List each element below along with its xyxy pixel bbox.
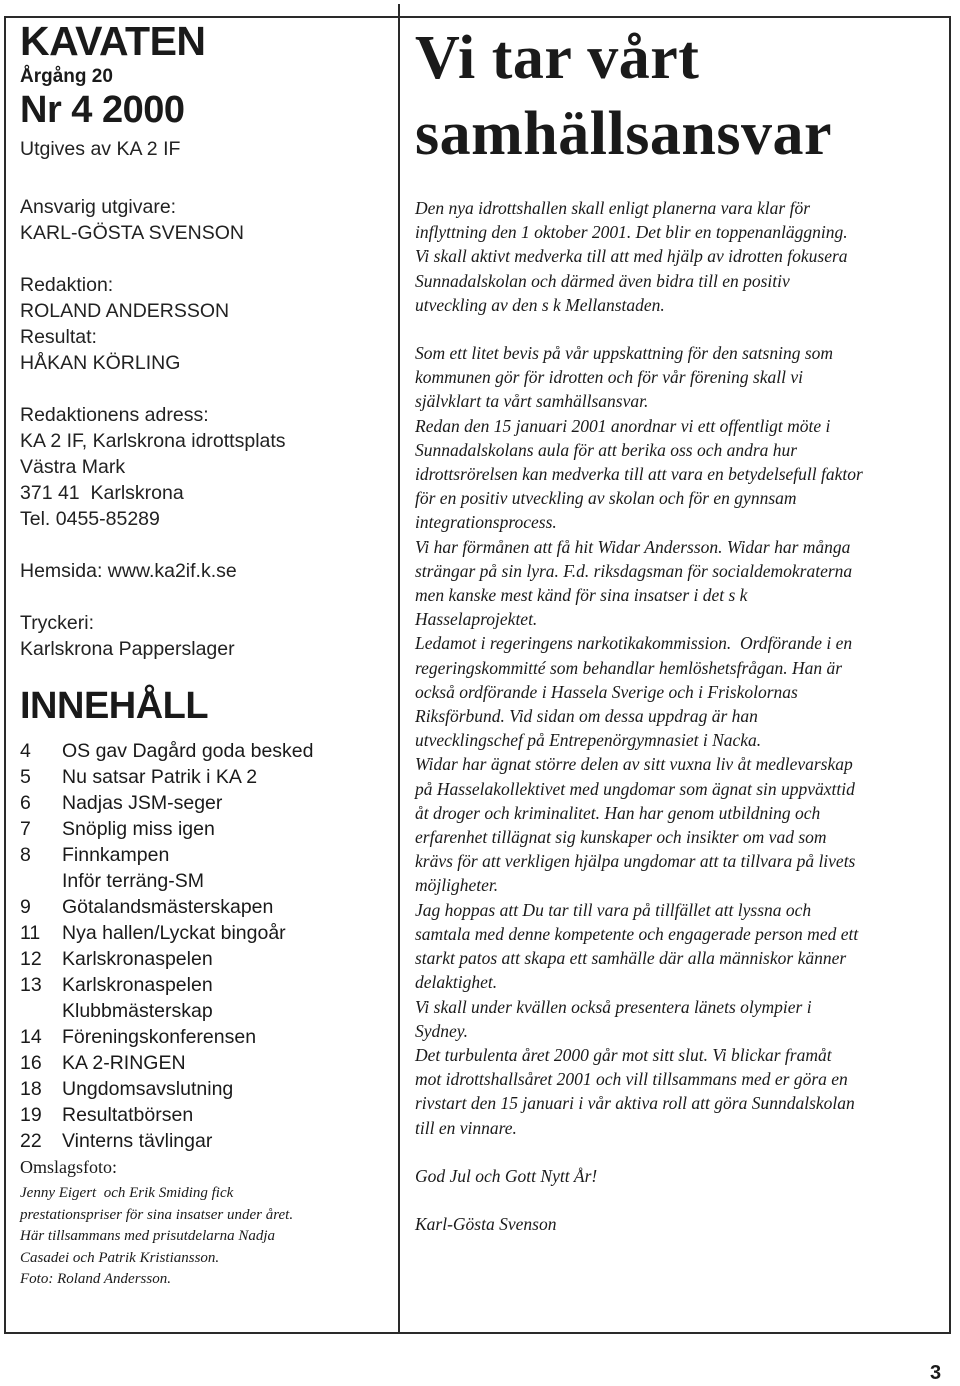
toc-item bbox=[20, 894, 390, 920]
article-paragraph bbox=[415, 341, 935, 1140]
greeting: God Jul och Gott Nytt År! bbox=[415, 1165, 598, 1186]
article-headline bbox=[415, 20, 935, 172]
toc-page: 7 bbox=[20, 818, 31, 840]
toc-page: 9 bbox=[20, 896, 31, 918]
toc-heading: INNEHÅLL bbox=[20, 685, 209, 727]
article-line: Redan den 15 januari 2001 anordnar vi ett offentligt möte i bbox=[415, 415, 831, 436]
toc-title: Götalandsmästerskapen bbox=[62, 896, 274, 918]
toc-item bbox=[20, 1024, 390, 1050]
toc-page: 6 bbox=[20, 792, 31, 814]
toc-item bbox=[20, 946, 390, 972]
article-line: rivstart den 15 januari i vår aktiva roll att göra Sunndalskolan bbox=[415, 1093, 855, 1114]
toc-title: Resultatbörsen bbox=[62, 1104, 194, 1126]
article-line: integrationsprocess. bbox=[415, 512, 557, 533]
signature: Karl-Gösta Svenson bbox=[415, 1213, 557, 1234]
toc-title: Ungdomsavslutning bbox=[62, 1078, 234, 1100]
editorial-name: ROLAND ANDERSSON bbox=[20, 300, 230, 322]
caption-line: Här tillsammans med prisutdelarna Nadja bbox=[20, 1228, 276, 1244]
article-line: på Hasselakollektivet med ungdomar som ägnat sin uppväxttid bbox=[415, 778, 855, 799]
article-line: Sunnadalskolans aula för att berika oss och andra hur bbox=[415, 439, 798, 460]
article-line: åt droger och kriminalitet. Han har genom utbildning och bbox=[415, 802, 821, 823]
toc-page: 18 bbox=[20, 1078, 42, 1100]
article-line: starkt patos att skapa ett samhälle där alla människor känner bbox=[415, 948, 847, 969]
responsible-label: Ansvarig utgivare: bbox=[20, 196, 177, 218]
article-line: mot idrottshallsåret 2001 och vill tillsammans med er göra en bbox=[415, 1069, 848, 1090]
toc-item bbox=[20, 1076, 390, 1102]
article-line: Vi har förmånen att få hit Widar Andersson. Widar har många bbox=[415, 536, 851, 557]
page-number: 3 bbox=[930, 1362, 942, 1384]
results-name: HÅKAN KÖRLING bbox=[20, 352, 181, 374]
toc-page: 16 bbox=[20, 1052, 42, 1074]
phone-number: Tel. 0455-85289 bbox=[20, 508, 160, 530]
address-label: Redaktionens adress: bbox=[20, 404, 209, 426]
toc-title: Finnkampen bbox=[62, 844, 170, 866]
article-line: kommunen gör för idrotten och för vår förening skall vi bbox=[415, 367, 804, 388]
responsible-name: KARL-GÖSTA SVENSON bbox=[20, 222, 244, 244]
toc-page: 8 bbox=[20, 844, 31, 866]
article-line: strängar på sin lyra. F.d. riksdagsman för socialdemokraterna bbox=[415, 560, 853, 581]
toc-title: Vinterns tävlingar bbox=[62, 1130, 213, 1152]
address-line: Västra Mark bbox=[20, 456, 126, 478]
colophon-column bbox=[20, 18, 390, 1291]
headline-line: Vi tar vårt bbox=[415, 24, 700, 92]
article-column bbox=[415, 20, 935, 1236]
article-line: också ordförande i Hassela Sverige och i Friskolornas bbox=[415, 681, 798, 702]
toc-page: 4 bbox=[20, 740, 31, 762]
toc-item bbox=[20, 1102, 390, 1128]
article-line: Riksförbund. Vid sidan om dessa uppdrag är han bbox=[415, 706, 758, 727]
article-line: Den nya idrottshallen skall enligt planerna vara klar för bbox=[415, 198, 811, 218]
toc-title: Karlskronaspelen bbox=[62, 974, 213, 996]
table-of-contents bbox=[20, 738, 390, 1154]
toc-title: Karlskronaspelen bbox=[62, 948, 213, 970]
headline-line: samhällsansvar bbox=[415, 100, 832, 168]
toc-title: OS gav Dagård goda besked bbox=[62, 740, 314, 762]
toc-item bbox=[20, 920, 390, 946]
cover-photo-caption bbox=[20, 1183, 390, 1291]
caption-line: Foto: Roland Andersson. bbox=[20, 1271, 171, 1287]
toc-page: 22 bbox=[20, 1130, 42, 1152]
toc-item bbox=[20, 764, 390, 790]
toc-item bbox=[20, 998, 390, 1024]
article-line: inflyttning den 1 oktober 2001. Det blir en toppenanläggning. bbox=[415, 222, 848, 243]
toc-item bbox=[20, 842, 390, 868]
column-divider bbox=[398, 4, 400, 1334]
article-line: Widar har ägnat större delen av sitt vuxna liv åt medlevarskap bbox=[415, 754, 853, 775]
toc-page: 11 bbox=[20, 922, 41, 944]
toc-page bbox=[20, 868, 62, 894]
article-line: Jag hoppas att Du tar till vara på tillfället att lyssna och bbox=[415, 899, 812, 920]
results-label: Resultat: bbox=[20, 326, 97, 348]
article-line: Hasselaprojektet. bbox=[415, 609, 538, 630]
toc-item bbox=[20, 738, 390, 764]
article-line: delaktighet. bbox=[415, 972, 498, 993]
article-line: men kanske mest känd för sina insatser i det s k bbox=[415, 585, 748, 606]
toc-title: Nu satsar Patrik i KA 2 bbox=[62, 766, 258, 788]
article-line: möjligheter. bbox=[415, 875, 499, 896]
toc-title: Snöplig miss igen bbox=[62, 818, 215, 840]
toc-item bbox=[20, 972, 390, 998]
printer-label: Tryckeri: bbox=[20, 612, 95, 634]
toc-title: Klubbmästerskap bbox=[62, 1000, 213, 1022]
volume-year: Årgång 20 bbox=[20, 66, 113, 87]
article-line: till en vinnare. bbox=[415, 1117, 517, 1138]
toc-item bbox=[20, 816, 390, 842]
toc-item bbox=[20, 868, 390, 894]
publisher-line: Utgives av KA 2 IF bbox=[20, 138, 181, 160]
toc-item bbox=[20, 1050, 390, 1076]
issue-number: Nr 4 2000 bbox=[20, 89, 185, 131]
article-line: samtala med denne kompetente och engagerade person med ett bbox=[415, 923, 859, 944]
article-line: Sydney. bbox=[415, 1020, 468, 1041]
toc-page: 12 bbox=[20, 948, 42, 970]
toc-item bbox=[20, 1128, 390, 1154]
article-line: självklart ta vårt samhällsansvar. bbox=[415, 391, 649, 412]
toc-page: 13 bbox=[20, 974, 42, 996]
article-line: regeringskommitté som behandlar hemlöshetsfrågan. Han är bbox=[415, 657, 843, 678]
article-line: Det turbulenta året 2000 går mot sitt slut. Vi blickar framåt bbox=[415, 1044, 832, 1065]
toc-page: 19 bbox=[20, 1104, 42, 1126]
website-link[interactable]: Hemsida: www.ka2if.k.se bbox=[20, 560, 237, 582]
toc-title: Nadjas JSM-seger bbox=[62, 792, 223, 814]
article-line: Ledamot i regeringens narkotikakommission. Ordförande i en bbox=[415, 633, 853, 654]
editorial-label: Redaktion: bbox=[20, 274, 114, 296]
article-line: utvecklingschef på Entrepenörgymnasiet i Nacka. bbox=[415, 730, 762, 751]
article-line: erfarenhet tillägnat sig kunskaper och insikter om vad som bbox=[415, 827, 827, 848]
article-line: krävs för att verkligen hjälpa ungdomar att ta tillvara på livets bbox=[415, 851, 856, 872]
toc-item bbox=[20, 790, 390, 816]
toc-page: 14 bbox=[20, 1026, 42, 1048]
toc-title: Föreningskonferensen bbox=[62, 1026, 257, 1048]
toc-title: Nya hallen/Lyckat bingoår bbox=[62, 922, 286, 944]
article-line: för en positiv utveckling av skolan och för en gynnsam bbox=[415, 488, 797, 509]
address-line: 371 41 Karlskrona bbox=[20, 482, 184, 504]
toc-page bbox=[20, 998, 62, 1024]
toc-page: 5 bbox=[20, 766, 31, 788]
caption-line: Casadei och Patrik Kristiansson. bbox=[20, 1249, 220, 1266]
article-line: Som ett litet bevis på vår uppskattning för den satsning som bbox=[415, 343, 834, 364]
toc-title: Inför terräng-SM bbox=[62, 870, 204, 892]
article-line: Vi skall aktivt medverka till att med hjälp av idrotten fokusera bbox=[415, 246, 848, 267]
caption-line: Jenny Eigert och Erik Smiding fick bbox=[20, 1185, 234, 1201]
article-line: Sunnadalskolan och därmed även bidra till en positiv bbox=[415, 270, 790, 291]
article-paragraph bbox=[415, 196, 935, 317]
article-body bbox=[415, 196, 935, 1236]
toc-title: KA 2-RINGEN bbox=[62, 1052, 186, 1074]
address-line: KA 2 IF, Karlskrona idrottsplats bbox=[20, 430, 286, 452]
cover-photo-heading: Omslagsfoto: bbox=[20, 1157, 117, 1177]
article-line: idrottsrörelsen kan medverka till att vara en betydelsefull faktor bbox=[415, 464, 863, 485]
article-line: Vi skall under kvällen också presentera länets olympier i bbox=[415, 996, 812, 1017]
article-line: utveckling av den s k Mellanstaden. bbox=[415, 294, 665, 315]
printer-name: Karlskrona Papperslager bbox=[20, 638, 235, 660]
magazine-title: KAVATEN bbox=[20, 18, 206, 64]
caption-line: prestationspriser för sina insatser under året. bbox=[20, 1206, 294, 1223]
